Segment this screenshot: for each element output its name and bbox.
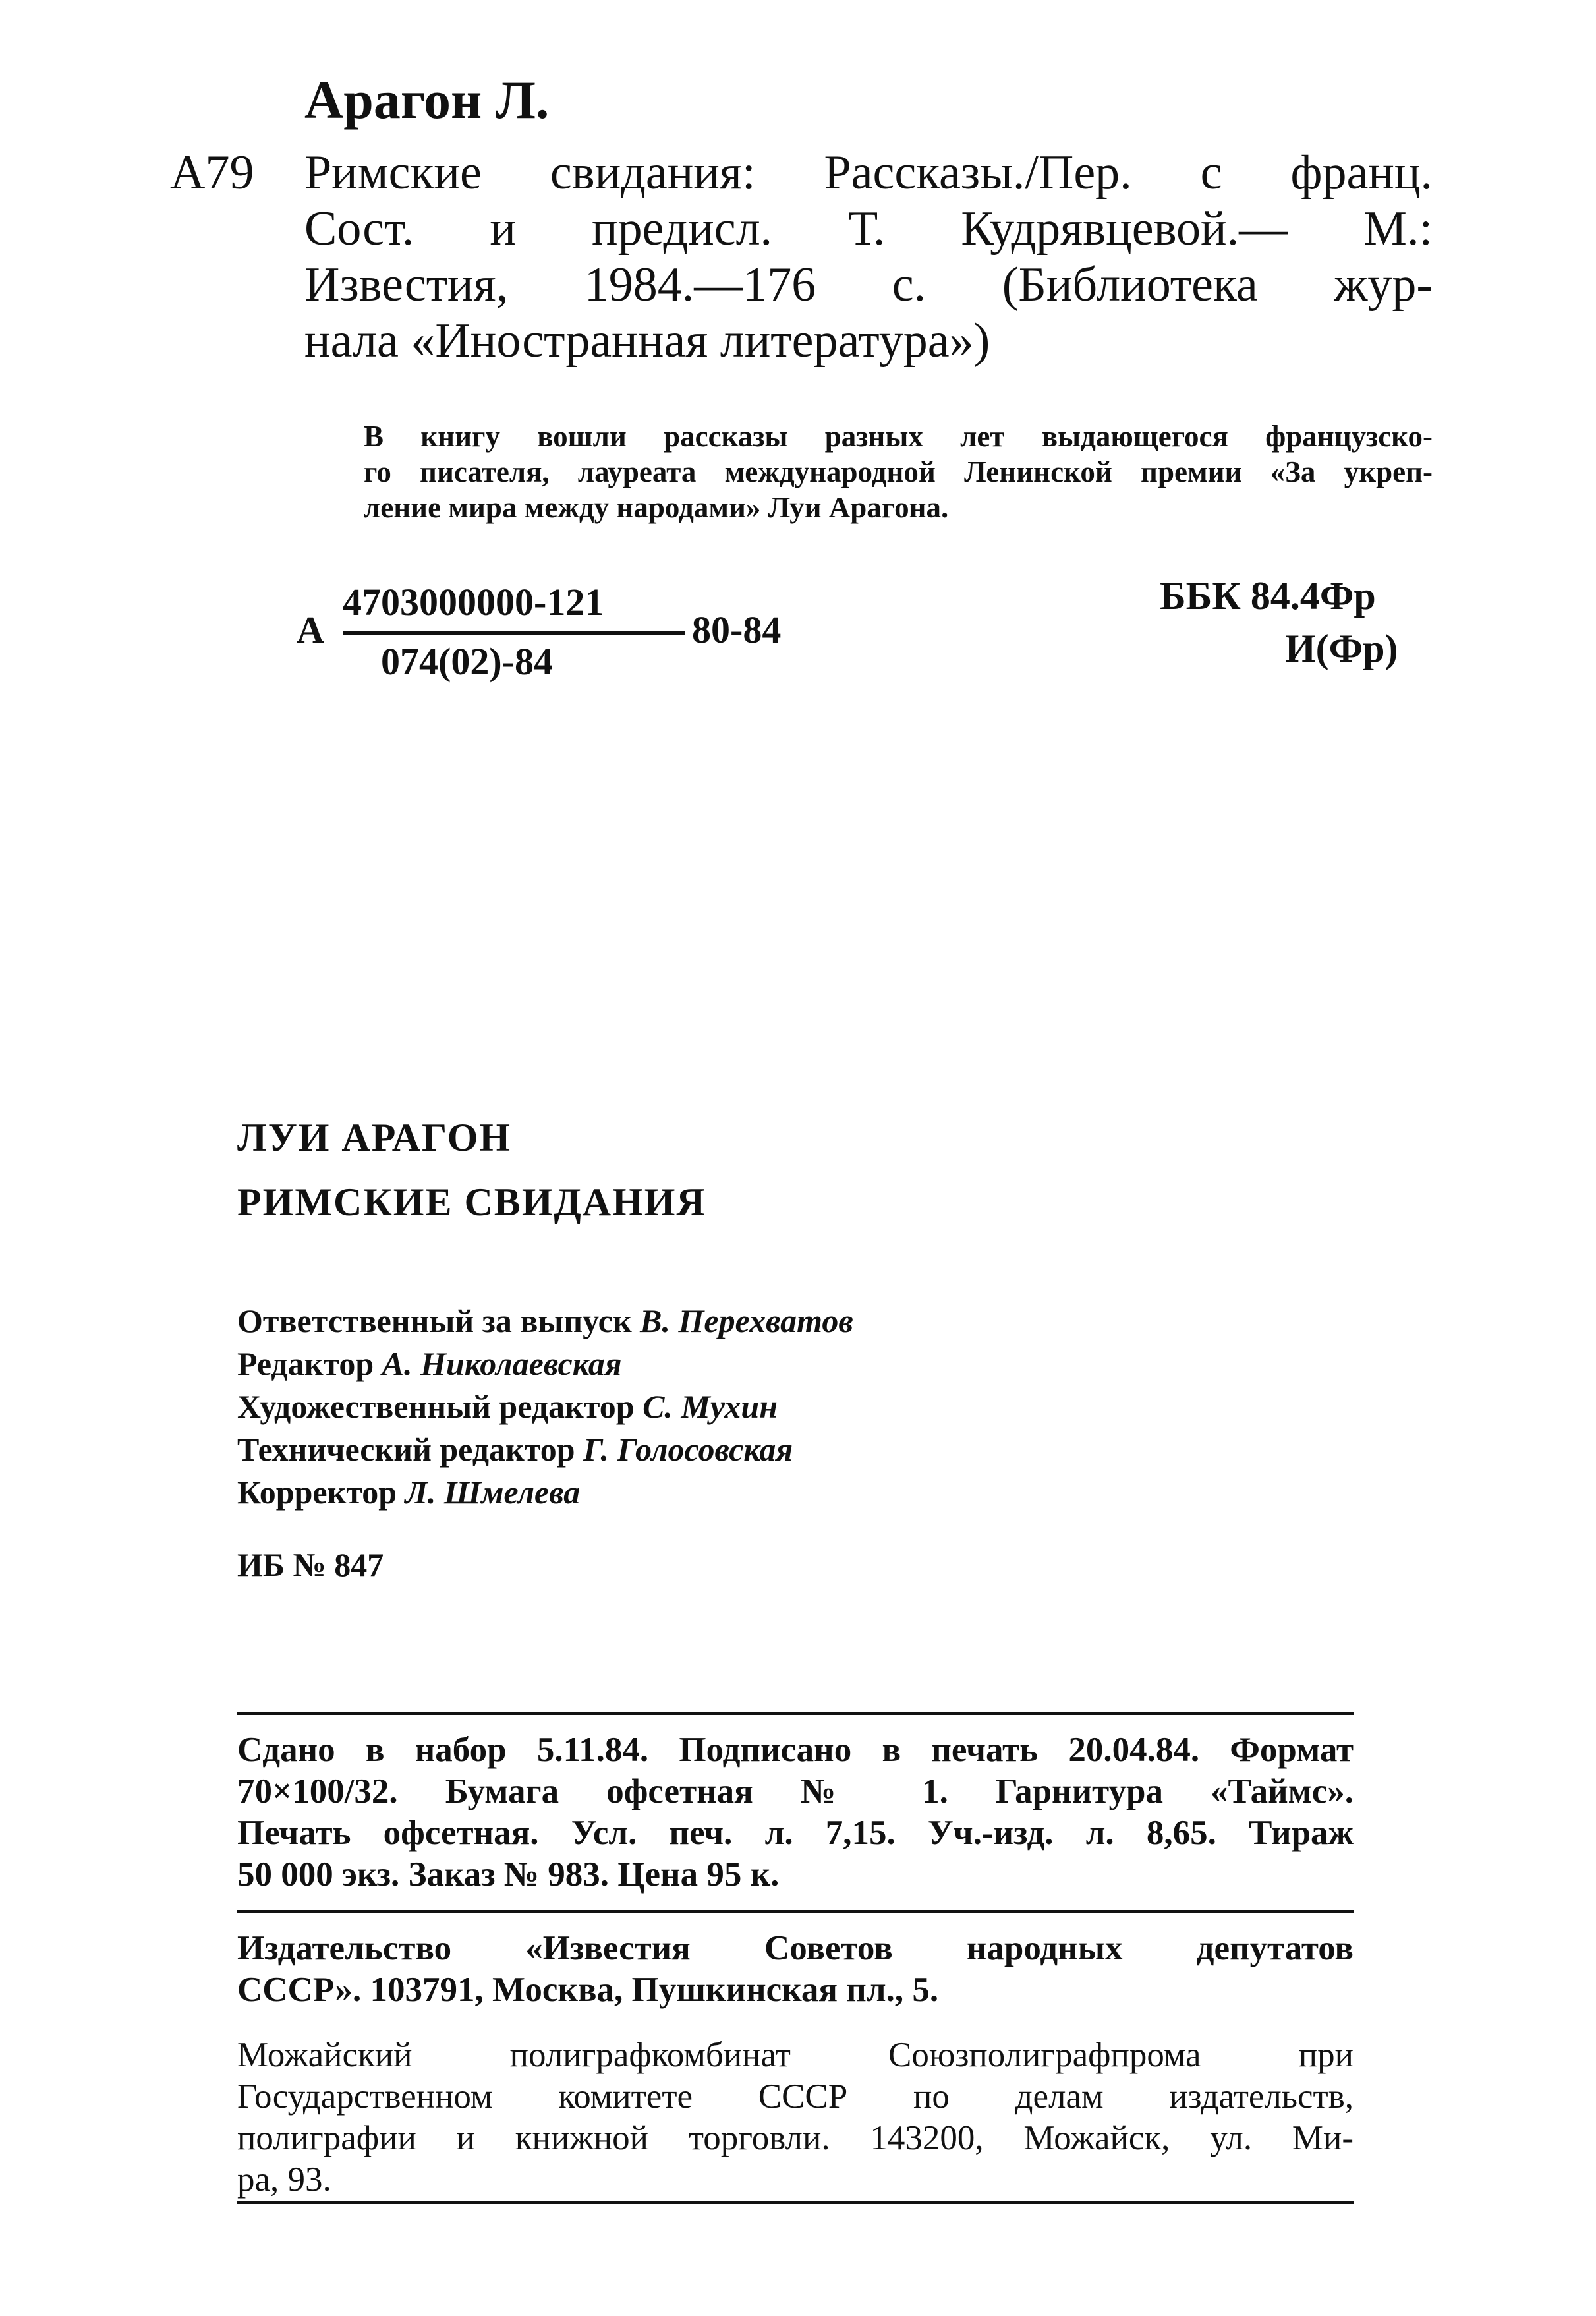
index-suffix: 80-84: [692, 608, 782, 651]
index-numerator: 4703000000-121: [343, 581, 604, 623]
divider: [237, 2201, 1354, 2204]
production-line: Печать офсетная. Усл. печ. л. 7,15. Уч.-изд. л. 8,65. Тираж: [237, 1814, 1354, 1852]
credit-name: Л. Шмелева: [405, 1474, 581, 1511]
credit-name: А. Николаевская: [382, 1345, 622, 1382]
imprint-author: ЛУИ АРАГОН: [237, 1116, 512, 1159]
printer-line: Государственном комитете СССР по делам издательств,: [237, 2077, 1354, 2116]
printer-line: полиграфии и книжной торговли. 143200, Можайск, ул. Ми-: [237, 2119, 1354, 2157]
catalog-description-line: нала «Иностранная литература»): [304, 314, 990, 368]
credit-role: Корректор: [237, 1474, 397, 1511]
credit-line: [237, 1302, 853, 1340]
credit-name: В. Перехватов: [640, 1302, 853, 1339]
catalog-description-line: Известия, 1984.—176 с. (Библиотека жур-: [304, 258, 1433, 312]
divider: [237, 1910, 1354, 1913]
catalog-description-line: Римские свидания: Рассказы./Пер. с франц.: [304, 146, 1433, 200]
credit-role: Ответственный за выпуск: [237, 1302, 632, 1339]
catalog-code: А79: [170, 146, 254, 200]
credit-role: Художественный редактор: [237, 1388, 635, 1425]
printer-line: Можайский полиграфкомбинат Союзполиграфпрома при: [237, 2036, 1354, 2074]
credit-line: [237, 1345, 622, 1383]
index-denominator: 074(02)-84: [381, 640, 553, 683]
annotation-line: го писателя, лауреата международной Ленинской премии «За укреп-: [364, 455, 1433, 488]
bbk-code: ББК 84.4Фр: [1160, 574, 1376, 618]
imprint-title: РИМСКИЕ СВИДАНИЯ: [237, 1180, 706, 1224]
credit-role: Технический редактор: [237, 1431, 575, 1468]
annotation-line: В книгу вошли рассказы разных лет выдающегося французско-: [364, 420, 1433, 453]
annotation-line: ление мира между народами» Луи Арагона.: [364, 491, 949, 524]
printer-line: ра, 93.: [237, 2160, 331, 2199]
catalog-description-line: Сост. и предисл. Т. Кудрявцевой.— М.:: [304, 202, 1433, 256]
credit-name: С. Мухин: [642, 1388, 778, 1425]
credit-line: [237, 1387, 778, 1426]
index-prefix: А: [297, 608, 324, 651]
production-line: Сдано в набор 5.11.84. Подписано в печать 20.04.84. Формат: [237, 1731, 1354, 1769]
production-line: 70×100/32. Бумага офсетная № 1. Гарнитура «Таймс».: [237, 1772, 1354, 1810]
credit-name: Г. Голосовская: [583, 1431, 793, 1468]
production-line: 50 000 экз. Заказ № 983. Цена 95 к.: [237, 1855, 780, 1894]
credit-line: [237, 1473, 580, 1511]
index-fraction-bar: [343, 631, 685, 635]
credit-line: [237, 1430, 793, 1468]
publisher-line: Издательство «Известия Советов народных депутатов: [237, 1929, 1354, 1967]
publisher-line: СССР». 103791, Москва, Пушкинская пл., 5.: [237, 1971, 939, 2009]
catalog-author: Арагон Л.: [304, 70, 550, 130]
credit-role: Редактор: [237, 1345, 374, 1382]
divider: [237, 1712, 1354, 1715]
bbk-code-secondary: И(Фр): [1285, 627, 1398, 670]
ib-number: ИБ № 847: [237, 1546, 384, 1583]
